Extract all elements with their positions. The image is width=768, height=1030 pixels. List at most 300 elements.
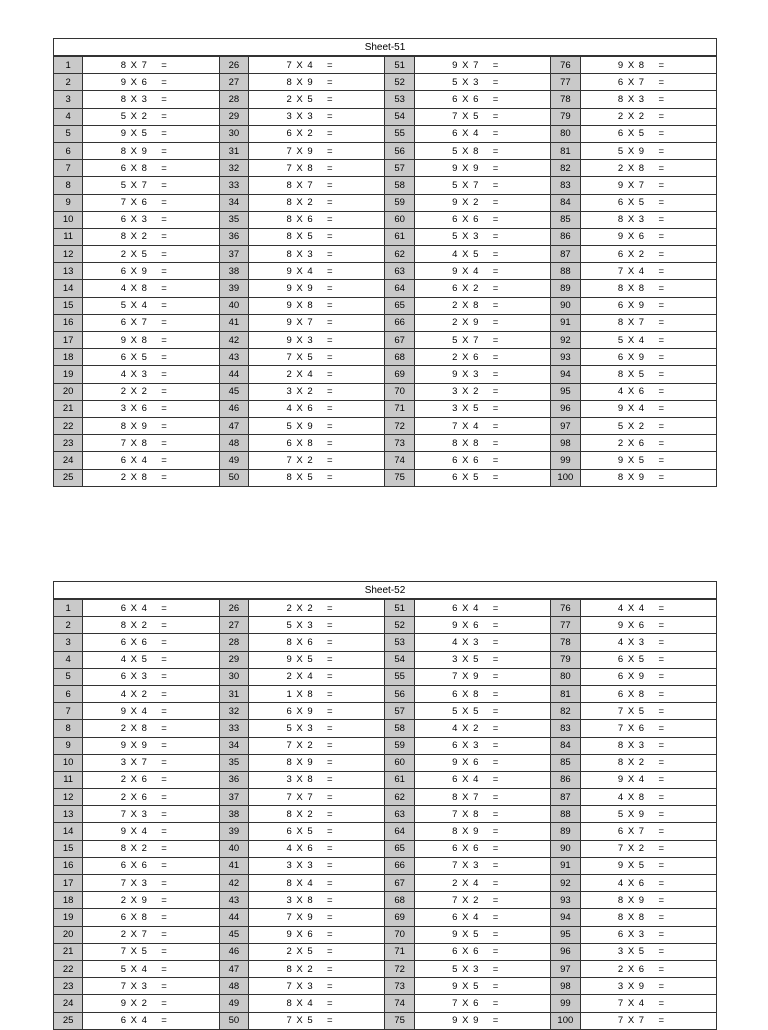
table-row bbox=[54, 74, 717, 91]
problem-cell bbox=[414, 668, 550, 685]
problem-number: 31 bbox=[219, 685, 248, 702]
problem-number: 16 bbox=[54, 314, 83, 331]
problem-number: 6 bbox=[54, 142, 83, 159]
equals-sign: = bbox=[658, 929, 665, 941]
problem-expression: 8 X 2 bbox=[617, 757, 646, 769]
problem-cell bbox=[249, 720, 385, 737]
problem-expression: 4 X 4 bbox=[617, 602, 646, 614]
problem-number: 15 bbox=[54, 297, 83, 314]
problem-number: 50 bbox=[219, 1012, 248, 1029]
problem-number: 13 bbox=[54, 806, 83, 823]
equals-sign: = bbox=[658, 145, 665, 157]
problem-expression: 8 X 4 bbox=[286, 997, 314, 1009]
problem-cell bbox=[414, 452, 550, 469]
problem-number: 34 bbox=[219, 194, 248, 211]
problem-number: 21 bbox=[54, 400, 83, 417]
problem-cell bbox=[414, 978, 550, 995]
problem-cell bbox=[249, 771, 385, 788]
equals-sign: = bbox=[492, 963, 499, 975]
problem-expression: 2 X 4 bbox=[286, 368, 314, 380]
equals-sign: = bbox=[161, 248, 167, 260]
problem-expression: 2 X 8 bbox=[452, 300, 480, 312]
problem-expression: 8 X 3 bbox=[120, 93, 148, 105]
problem-cell bbox=[414, 754, 550, 771]
equals-sign: = bbox=[327, 454, 333, 466]
problem-cell bbox=[249, 263, 385, 280]
equals-sign: = bbox=[327, 368, 333, 380]
problem-expression: 2 X 9 bbox=[452, 317, 480, 329]
problem-expression: 8 X 8 bbox=[452, 437, 480, 449]
problem-cell bbox=[580, 297, 717, 314]
problem-cell bbox=[249, 789, 385, 806]
problem-number: 97 bbox=[551, 417, 580, 434]
problem-expression: 9 X 7 bbox=[286, 317, 314, 329]
equals-sign: = bbox=[658, 877, 665, 889]
problem-cell bbox=[83, 74, 219, 91]
problem-expression: 7 X 2 bbox=[452, 894, 480, 906]
problem-cell bbox=[414, 74, 550, 91]
problem-number: 64 bbox=[385, 280, 414, 297]
equals-sign: = bbox=[327, 76, 333, 88]
table-row bbox=[54, 383, 717, 400]
equals-sign: = bbox=[658, 722, 665, 734]
problem-number: 92 bbox=[551, 875, 580, 892]
problem-number: 6 bbox=[54, 685, 83, 702]
problem-number: 4 bbox=[54, 108, 83, 125]
problem-expression: 7 X 5 bbox=[120, 946, 148, 958]
problem-cell bbox=[249, 383, 385, 400]
problem-number: 77 bbox=[551, 617, 580, 634]
problem-cell bbox=[249, 332, 385, 349]
problem-expression: 8 X 5 bbox=[286, 472, 314, 484]
problem-cell bbox=[83, 417, 219, 434]
problem-number: 20 bbox=[54, 926, 83, 943]
problem-expression: 6 X 5 bbox=[617, 128, 646, 140]
problem-cell bbox=[249, 892, 385, 909]
problem-cell bbox=[414, 651, 550, 668]
equals-sign: = bbox=[161, 860, 167, 872]
problem-expression: 7 X 4 bbox=[617, 997, 646, 1009]
equals-sign: = bbox=[658, 334, 665, 346]
problem-expression: 6 X 5 bbox=[120, 351, 148, 363]
problem-number: 77 bbox=[551, 74, 580, 91]
problem-number: 95 bbox=[551, 926, 580, 943]
equals-sign: = bbox=[658, 963, 665, 975]
problem-number: 65 bbox=[385, 297, 414, 314]
problem-expression: 6 X 4 bbox=[452, 602, 480, 614]
equals-sign: = bbox=[161, 351, 167, 363]
equals-sign: = bbox=[327, 911, 333, 923]
problem-number: 45 bbox=[219, 926, 248, 943]
problem-number: 94 bbox=[551, 909, 580, 926]
problem-cell bbox=[83, 228, 219, 245]
problem-expression: 6 X 6 bbox=[452, 946, 480, 958]
equals-sign: = bbox=[161, 791, 167, 803]
equals-sign: = bbox=[327, 860, 333, 872]
equals-sign: = bbox=[161, 368, 167, 380]
problem-number: 43 bbox=[219, 349, 248, 366]
problem-cell bbox=[414, 857, 550, 874]
problem-cell bbox=[249, 400, 385, 417]
problem-expression: 6 X 9 bbox=[120, 265, 148, 277]
equals-sign: = bbox=[492, 705, 499, 717]
problem-number: 83 bbox=[551, 177, 580, 194]
problem-expression: 6 X 3 bbox=[452, 740, 480, 752]
problem-expression: 2 X 6 bbox=[120, 791, 148, 803]
equals-sign: = bbox=[327, 808, 333, 820]
problem-number: 59 bbox=[385, 737, 414, 754]
problem-expression: 6 X 5 bbox=[452, 472, 480, 484]
problem-expression: 6 X 4 bbox=[452, 774, 480, 786]
problem-number: 14 bbox=[54, 823, 83, 840]
equals-sign: = bbox=[658, 980, 665, 992]
equals-sign: = bbox=[492, 980, 499, 992]
equals-sign: = bbox=[492, 860, 499, 872]
table-row bbox=[54, 160, 717, 177]
problem-expression: 6 X 2 bbox=[286, 128, 314, 140]
problem-expression: 7 X 3 bbox=[120, 808, 148, 820]
problem-cell bbox=[83, 943, 219, 960]
problem-expression: 2 X 2 bbox=[617, 111, 646, 123]
problem-number: 57 bbox=[385, 703, 414, 720]
problem-expression: 7 X 8 bbox=[120, 437, 148, 449]
equals-sign: = bbox=[658, 826, 665, 838]
equals-sign: = bbox=[327, 791, 333, 803]
problem-number: 2 bbox=[54, 74, 83, 91]
table-row bbox=[54, 280, 717, 297]
problem-expression: 4 X 6 bbox=[286, 403, 314, 415]
problem-cell bbox=[414, 263, 550, 280]
problem-number: 99 bbox=[551, 995, 580, 1012]
problem-expression: 6 X 8 bbox=[617, 688, 646, 700]
problem-number: 91 bbox=[551, 314, 580, 331]
problem-cell bbox=[249, 926, 385, 943]
problem-cell bbox=[83, 806, 219, 823]
problem-cell bbox=[83, 332, 219, 349]
problem-number: 41 bbox=[219, 314, 248, 331]
problem-cell bbox=[580, 435, 717, 452]
equals-sign: = bbox=[161, 980, 167, 992]
problem-number: 71 bbox=[385, 400, 414, 417]
problem-expression: 9 X 9 bbox=[286, 283, 314, 295]
equals-sign: = bbox=[327, 619, 333, 631]
equals-sign: = bbox=[492, 248, 499, 260]
problem-expression: 3 X 5 bbox=[452, 654, 480, 666]
table-row bbox=[54, 754, 717, 771]
equals-sign: = bbox=[161, 300, 167, 312]
problem-number: 11 bbox=[54, 771, 83, 788]
problem-number: 95 bbox=[551, 383, 580, 400]
problem-expression: 7 X 4 bbox=[286, 59, 314, 71]
equals-sign: = bbox=[658, 368, 665, 380]
problem-number: 36 bbox=[219, 228, 248, 245]
problem-number: 75 bbox=[385, 1012, 414, 1029]
problem-expression: 2 X 4 bbox=[286, 671, 314, 683]
problem-number: 30 bbox=[219, 125, 248, 142]
problem-expression: 9 X 3 bbox=[286, 334, 314, 346]
problem-cell bbox=[83, 194, 219, 211]
problem-number: 29 bbox=[219, 108, 248, 125]
problem-cell bbox=[249, 417, 385, 434]
problem-cell bbox=[249, 978, 385, 995]
problem-expression: 5 X 3 bbox=[286, 722, 314, 734]
problem-cell bbox=[249, 228, 385, 245]
equals-sign: = bbox=[327, 636, 333, 648]
equals-sign: = bbox=[492, 740, 499, 752]
problem-cell bbox=[580, 634, 717, 651]
problem-cell bbox=[414, 280, 550, 297]
problem-cell bbox=[83, 91, 219, 108]
problem-expression: 2 X 2 bbox=[120, 386, 148, 398]
problem-number: 68 bbox=[385, 349, 414, 366]
equals-sign: = bbox=[658, 791, 665, 803]
problem-cell bbox=[83, 263, 219, 280]
problem-cell bbox=[580, 1012, 717, 1029]
equals-sign: = bbox=[492, 757, 499, 769]
problem-cell bbox=[414, 926, 550, 943]
problem-cell bbox=[414, 703, 550, 720]
problem-number: 11 bbox=[54, 228, 83, 245]
problem-number: 53 bbox=[385, 634, 414, 651]
problem-cell bbox=[249, 194, 385, 211]
equals-sign: = bbox=[327, 963, 333, 975]
problem-number: 37 bbox=[219, 789, 248, 806]
problem-expression: 6 X 6 bbox=[120, 636, 148, 648]
problem-expression: 9 X 5 bbox=[452, 929, 480, 941]
problem-cell bbox=[414, 685, 550, 702]
problem-number: 71 bbox=[385, 943, 414, 960]
problem-expression: 6 X 6 bbox=[452, 214, 480, 226]
equals-sign: = bbox=[492, 93, 499, 105]
problem-cell bbox=[83, 892, 219, 909]
equals-sign: = bbox=[658, 179, 665, 191]
problem-number: 39 bbox=[219, 823, 248, 840]
problem-number: 38 bbox=[219, 263, 248, 280]
problem-number: 67 bbox=[385, 332, 414, 349]
problem-number: 43 bbox=[219, 892, 248, 909]
equals-sign: = bbox=[658, 472, 665, 484]
problem-expression: 8 X 8 bbox=[617, 911, 646, 923]
problem-number: 30 bbox=[219, 668, 248, 685]
problem-cell bbox=[580, 754, 717, 771]
equals-sign: = bbox=[492, 162, 499, 174]
equals-sign: = bbox=[161, 231, 167, 243]
problem-cell bbox=[580, 417, 717, 434]
problem-number: 84 bbox=[551, 194, 580, 211]
problem-number: 56 bbox=[385, 685, 414, 702]
equals-sign: = bbox=[161, 265, 167, 277]
problem-number: 33 bbox=[219, 177, 248, 194]
problem-expression: 8 X 7 bbox=[452, 791, 480, 803]
problem-number: 66 bbox=[385, 314, 414, 331]
equals-sign: = bbox=[658, 602, 665, 614]
problem-cell bbox=[414, 435, 550, 452]
equals-sign: = bbox=[161, 420, 167, 432]
problem-expression: 3 X 5 bbox=[617, 946, 646, 958]
equals-sign: = bbox=[161, 197, 167, 209]
equals-sign: = bbox=[658, 946, 665, 958]
problem-cell bbox=[414, 737, 550, 754]
problem-number: 8 bbox=[54, 720, 83, 737]
problem-expression: 7 X 4 bbox=[452, 420, 480, 432]
table-row bbox=[54, 177, 717, 194]
table-row bbox=[54, 840, 717, 857]
table-row bbox=[54, 314, 717, 331]
equals-sign: = bbox=[327, 334, 333, 346]
problem-number: 24 bbox=[54, 452, 83, 469]
problem-number: 58 bbox=[385, 177, 414, 194]
problem-number: 63 bbox=[385, 806, 414, 823]
problem-expression: 8 X 6 bbox=[286, 214, 314, 226]
problem-cell bbox=[249, 57, 385, 74]
problem-expression: 8 X 9 bbox=[286, 76, 314, 88]
problem-cell bbox=[580, 892, 717, 909]
equals-sign: = bbox=[492, 76, 499, 88]
problem-cell bbox=[249, 297, 385, 314]
problem-expression: 9 X 6 bbox=[452, 757, 480, 769]
problem-number: 92 bbox=[551, 332, 580, 349]
problem-cell bbox=[83, 297, 219, 314]
problem-number: 39 bbox=[219, 280, 248, 297]
equals-sign: = bbox=[327, 877, 333, 889]
problem-cell bbox=[414, 909, 550, 926]
problem-expression: 9 X 9 bbox=[452, 1015, 480, 1027]
problem-expression: 7 X 3 bbox=[120, 980, 148, 992]
problem-cell bbox=[249, 74, 385, 91]
problem-cell bbox=[249, 943, 385, 960]
equals-sign: = bbox=[492, 602, 499, 614]
problem-cell bbox=[83, 366, 219, 383]
equals-sign: = bbox=[492, 722, 499, 734]
equals-sign: = bbox=[161, 997, 167, 1009]
problem-expression: 6 X 6 bbox=[452, 843, 480, 855]
problem-cell bbox=[580, 926, 717, 943]
table-row bbox=[54, 91, 717, 108]
problem-cell bbox=[414, 108, 550, 125]
equals-sign: = bbox=[161, 179, 167, 191]
worksheet-sheet-51 bbox=[53, 38, 717, 487]
problem-cell bbox=[83, 703, 219, 720]
problem-cell bbox=[580, 280, 717, 297]
problem-expression: 3 X 8 bbox=[286, 894, 314, 906]
problem-expression: 5 X 9 bbox=[617, 808, 646, 820]
problem-number: 74 bbox=[385, 995, 414, 1012]
problem-cell bbox=[580, 160, 717, 177]
problem-cell bbox=[83, 754, 219, 771]
table-row bbox=[54, 857, 717, 874]
problem-number: 48 bbox=[219, 435, 248, 452]
problem-number: 87 bbox=[551, 789, 580, 806]
table-row bbox=[54, 417, 717, 434]
problem-number: 96 bbox=[551, 400, 580, 417]
problem-expression: 5 X 5 bbox=[452, 705, 480, 717]
problem-cell bbox=[580, 177, 717, 194]
problem-number: 56 bbox=[385, 142, 414, 159]
problem-number: 66 bbox=[385, 857, 414, 874]
problem-expression: 8 X 2 bbox=[286, 963, 314, 975]
problem-number: 76 bbox=[551, 57, 580, 74]
equals-sign: = bbox=[492, 911, 499, 923]
equals-sign: = bbox=[492, 334, 499, 346]
equals-sign: = bbox=[327, 722, 333, 734]
problem-cell bbox=[249, 366, 385, 383]
problem-expression: 9 X 2 bbox=[452, 197, 480, 209]
table-row bbox=[54, 435, 717, 452]
equals-sign: = bbox=[492, 283, 499, 295]
problem-number: 25 bbox=[54, 469, 83, 486]
problem-cell bbox=[249, 806, 385, 823]
problem-number: 80 bbox=[551, 668, 580, 685]
problem-cell bbox=[83, 634, 219, 651]
problem-number: 35 bbox=[219, 754, 248, 771]
equals-sign: = bbox=[492, 877, 499, 889]
equals-sign: = bbox=[327, 774, 333, 786]
problem-number: 58 bbox=[385, 720, 414, 737]
equals-sign: = bbox=[327, 472, 333, 484]
problem-cell bbox=[249, 452, 385, 469]
problem-number: 73 bbox=[385, 978, 414, 995]
problem-cell bbox=[83, 978, 219, 995]
equals-sign: = bbox=[492, 420, 499, 432]
equals-sign: = bbox=[658, 636, 665, 648]
problem-number: 74 bbox=[385, 452, 414, 469]
problem-expression: 9 X 6 bbox=[617, 231, 646, 243]
problem-number: 93 bbox=[551, 892, 580, 909]
problem-number: 70 bbox=[385, 383, 414, 400]
equals-sign: = bbox=[492, 997, 499, 1009]
problem-expression: 7 X 5 bbox=[286, 351, 314, 363]
equals-sign: = bbox=[327, 214, 333, 226]
problem-number: 9 bbox=[54, 194, 83, 211]
problem-cell bbox=[580, 771, 717, 788]
problem-number: 5 bbox=[54, 125, 83, 142]
problem-cell bbox=[580, 840, 717, 857]
equals-sign: = bbox=[658, 197, 665, 209]
equals-sign: = bbox=[492, 808, 499, 820]
problem-cell bbox=[414, 383, 550, 400]
problem-expression: 4 X 6 bbox=[617, 386, 646, 398]
problem-number: 54 bbox=[385, 108, 414, 125]
equals-sign: = bbox=[327, 93, 333, 105]
problem-cell bbox=[580, 668, 717, 685]
problem-number: 18 bbox=[54, 349, 83, 366]
problem-number: 16 bbox=[54, 857, 83, 874]
equals-sign: = bbox=[492, 843, 499, 855]
problem-number: 27 bbox=[219, 74, 248, 91]
problem-expression: 9 X 6 bbox=[617, 619, 646, 631]
problem-cell bbox=[249, 840, 385, 857]
problem-expression: 8 X 9 bbox=[286, 757, 314, 769]
problem-number: 38 bbox=[219, 806, 248, 823]
equals-sign: = bbox=[658, 317, 665, 329]
problem-expression: 8 X 9 bbox=[120, 145, 148, 157]
problem-number: 44 bbox=[219, 366, 248, 383]
equals-sign: = bbox=[327, 231, 333, 243]
equals-sign: = bbox=[327, 980, 333, 992]
problem-expression: 6 X 6 bbox=[452, 93, 480, 105]
problem-cell bbox=[83, 926, 219, 943]
equals-sign: = bbox=[658, 420, 665, 432]
problem-cell bbox=[83, 160, 219, 177]
problem-expression: 5 X 4 bbox=[120, 963, 148, 975]
equals-sign: = bbox=[492, 317, 499, 329]
problem-expression: 8 X 7 bbox=[286, 179, 314, 191]
problem-number: 64 bbox=[385, 823, 414, 840]
problem-cell bbox=[414, 806, 550, 823]
problem-expression: 6 X 3 bbox=[120, 214, 148, 226]
problem-number: 15 bbox=[54, 840, 83, 857]
problem-number: 18 bbox=[54, 892, 83, 909]
